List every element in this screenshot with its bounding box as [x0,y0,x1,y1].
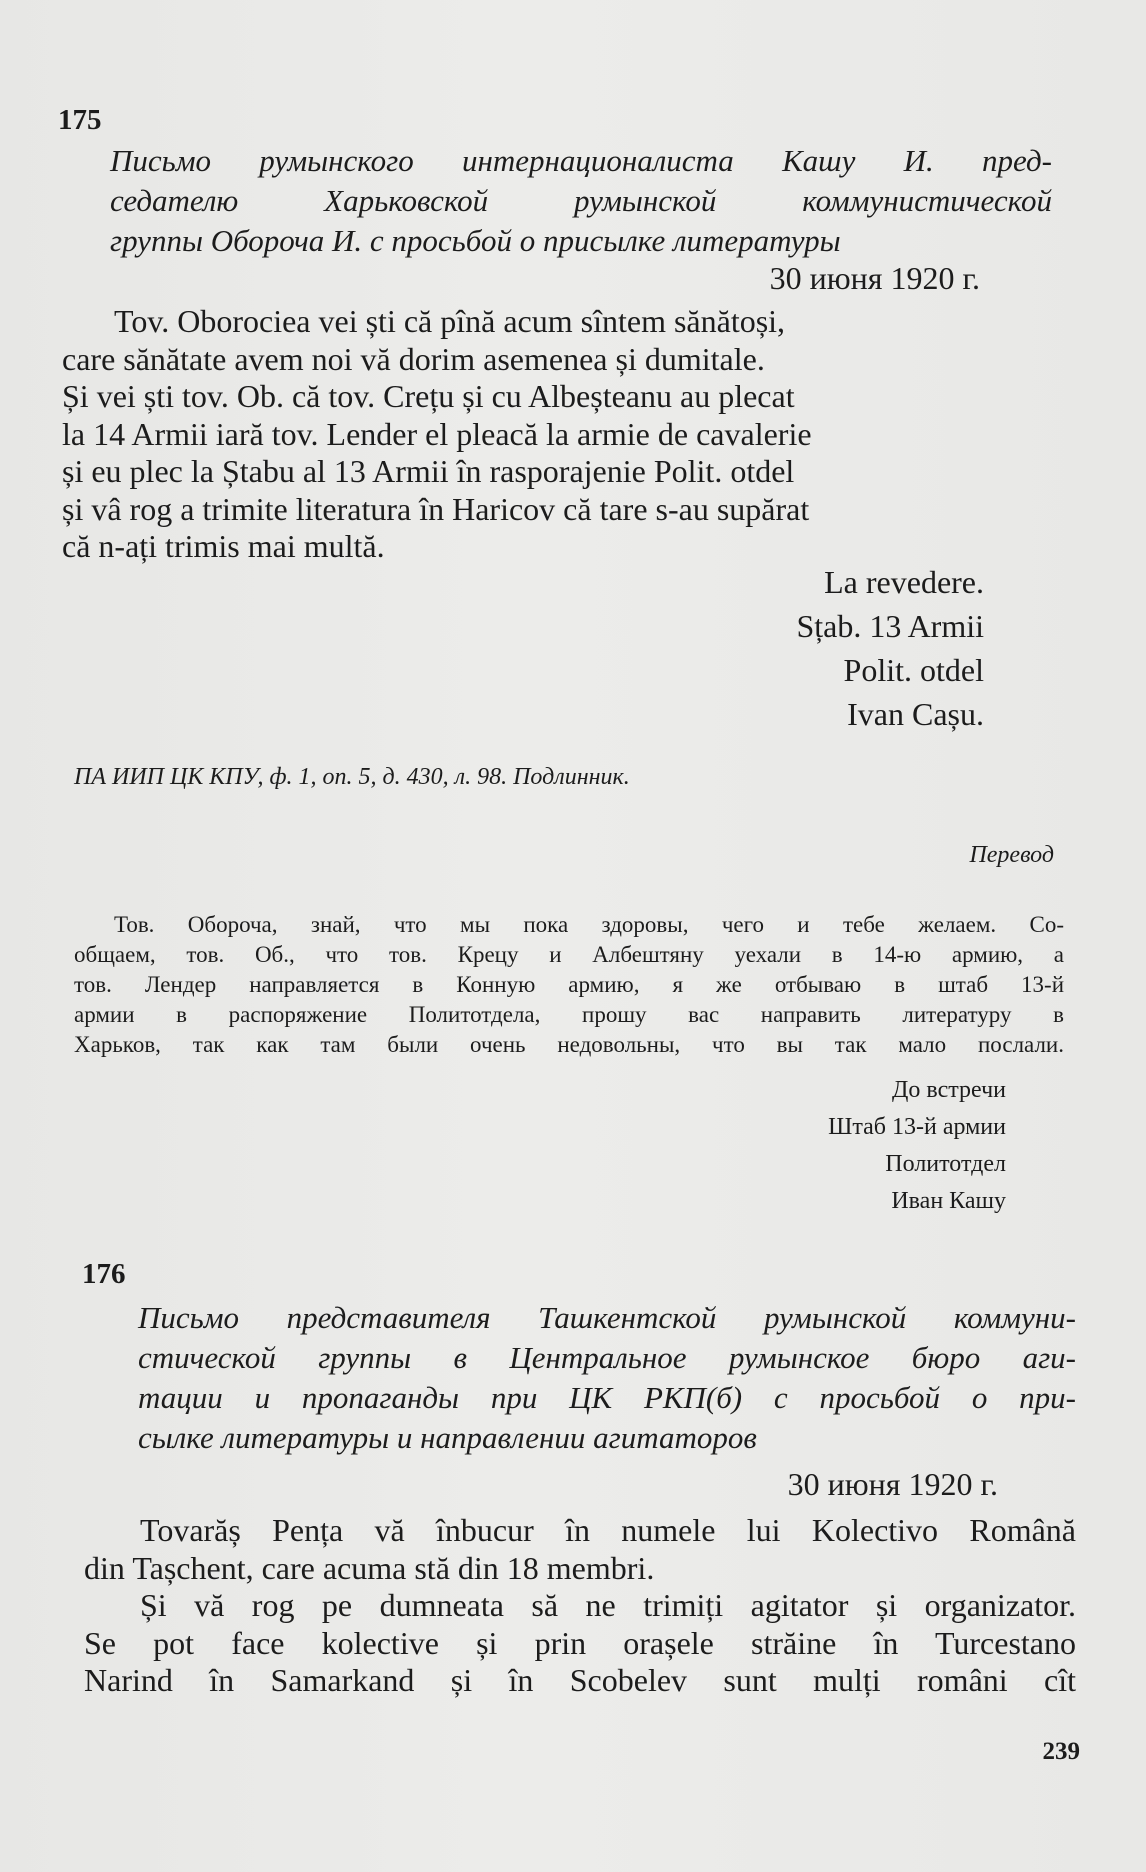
translation-line: тов. Лендер направляется в Конную армию, я же отбываю в штаб 13-й [74,972,1064,997]
title-line: группы Обороча И. с просьбой о присылке литературы [110,223,841,258]
document-title-176 [138,1298,1076,1458]
signature-line: До встречи [892,1077,1006,1103]
document-title-175 [110,141,1052,261]
signature-line: Политотдел [885,1151,1006,1177]
translation-line: армии в распоряжение Политотдела, прошу вас направить литературу в [74,1002,1064,1027]
body-line: Narind în Samarkand și în Scobelev sunt mulți români cît [84,1662,1076,1698]
body-line: Tov. Oborociea vei ști că pînă acum sîntem sănătoși, [114,303,786,339]
body-line: Și vei ști tov. Ob. că tov. Crețu și cu Albeșteanu au plecat [62,378,795,414]
body-line: și eu plec la Ștabu al 13 Armii în rasporajenie Polit. otdel [62,453,795,489]
page-number: 239 [1042,1738,1080,1765]
body-line: Și vă rog pe dumneata să ne trimiți agitator și organizator. [140,1587,1076,1623]
archive-reference-175: ПА ИИП ЦК КПУ, ф. 1, оп. 5, д. 430, л. 98. Подлинник. [74,764,630,790]
signature-line: La revedere. [824,564,984,600]
body-line: din Tașchent, care acuma stă din 18 membri. [84,1549,655,1586]
translation-line: Харьков, так как там были очень недовольны, что вы так мало послали. [74,1032,1064,1057]
body-line: la 14 Armii iară tov. Lender el pleacă la armie de cavalerie [62,415,812,452]
signature-line: Polit. otdel [843,652,984,688]
translation-line: общаем, тов. Об., что тов. Крецу и Албештяну уехали в 14-ю армию, а [74,942,1064,967]
translation-label: Перевод [969,842,1054,868]
document-date-176: 30 июня 1920 г. [787,1466,998,1502]
document-date-175: 30 июня 1920 г. [769,260,980,296]
signature-line: Штаб 13-й армии [828,1114,1006,1140]
title-line: тации и пропаганды при ЦК РКП(б) с просьбой о при- [138,1380,1076,1415]
document-body-175 [62,303,1052,566]
signature-line: Ivan Cașu. [847,696,984,732]
signature-175 [796,560,984,736]
body-line: Se pot face kolective și prin orașele străine în Turcestano [84,1624,1076,1661]
body-line: că n-ați trimis mai multă. [62,528,385,564]
translation-signature-175 [828,1072,1006,1220]
translation-line: Тов. Обороча, знай, что мы пока здоровы, чего и тебе желаем. Со- [114,912,1064,937]
body-line: Tovarăș Pența vă înbucur în numele lui Kolectivo Română [140,1512,1076,1548]
translation-body-175 [74,910,1064,1060]
title-line: сылке литературы и направлении агитаторов [138,1420,757,1455]
document-number-175: 175 [58,104,102,136]
title-line: седателю Харьковской румынской коммунистической [110,183,1052,218]
title-line: Письмо представителя Ташкентской румынской коммуни- [138,1300,1076,1335]
title-line: Письмо румынского интернационалиста Кашу И. пред- [110,143,1052,178]
body-line: care sănătate avem noi vă dorim asemenea și dumitale. [62,340,765,377]
signature-line: Sțab. 13 Armii [796,608,984,644]
document-body-176 [84,1512,1076,1700]
title-line: стической группы в Центральное румынское бюро аги- [138,1340,1076,1375]
signature-line: Иван Кашу [891,1188,1006,1214]
body-line: și vâ rog a trimite literatura în Haricov că tare s-au supărat [62,490,810,527]
document-number-176: 176 [82,1258,126,1290]
